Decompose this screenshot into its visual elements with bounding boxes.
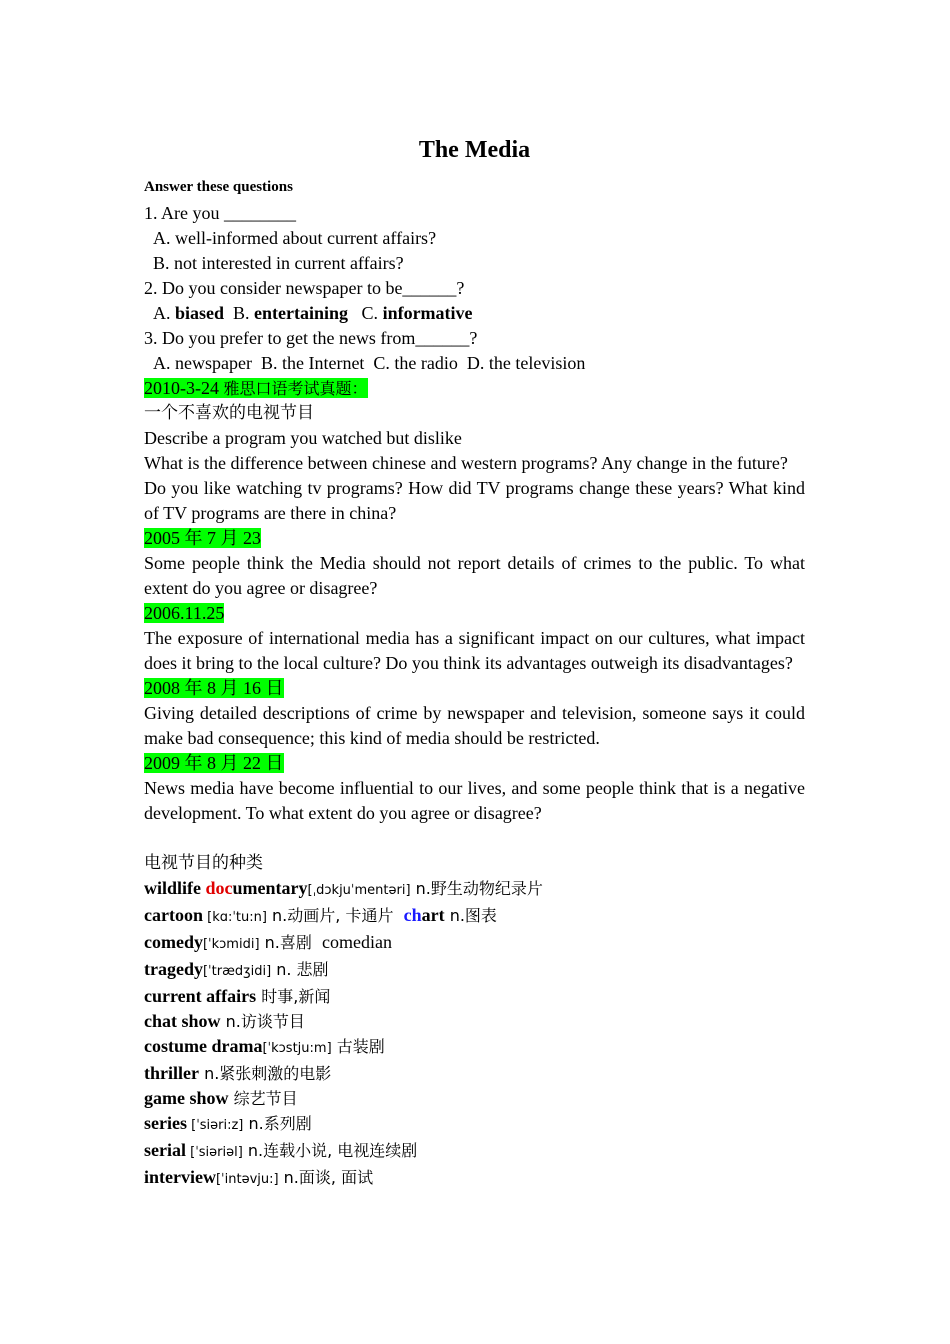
vocab-game-show: game show 综艺节目 — [144, 1088, 298, 1108]
question-1-option-a: A. well-informed about current affairs? — [153, 228, 437, 248]
document-body — [144, 133, 805, 1192]
prompt-international-media: The exposure of international media has a significant impact on our cultures, what impact does it bring to the local culture? Do you think its advantages outweigh its disadvantages? — [144, 628, 805, 673]
date-highlight: 2010-3-24 雅思口语考试真题： — [144, 378, 368, 398]
question-3: 3. Do you prefer to get the news from______? — [144, 328, 478, 348]
date-highlight: 2005 年 7 月 23 — [144, 528, 261, 548]
exam-date-2006 — [144, 601, 805, 626]
date-highlight: 2009 年 8 月 22 日 — [144, 753, 284, 773]
vocab-comedy: comedy[ˈkɔmidi] n.喜剧 comedian — [144, 932, 392, 952]
vocab-serial: serial [ˈsiəriəl] n.连载小说, 电视连续剧 — [144, 1140, 418, 1160]
vocab-series: series [ˈsiəri:z] n.系列剧 — [144, 1113, 312, 1133]
prompt-crime-report: Some people think the Media should not report details of crimes to the public. To what extent do you agree or disagree? — [144, 553, 805, 598]
spacer — [144, 826, 805, 851]
prompt-tv-programs: Do you like watching tv programs? How did TV programs change these years? What kind of TV programs are there in china? — [144, 478, 805, 523]
date-highlight: 2006.11.25 — [144, 603, 225, 623]
vocab-current-affairs: current affairs 时事,新闻 — [144, 986, 331, 1006]
option-biased: biased — [175, 303, 225, 323]
option-informative: informative — [382, 303, 473, 323]
question-1: 1. Are you ________ — [144, 203, 296, 223]
question-3-options: A. newspaper B. the Internet C. the radio D. the television — [153, 353, 586, 373]
question-1-option-b: B. not interested in current affairs? — [153, 253, 404, 273]
question-2-options: A. biased B. entertaining C. informative — [153, 303, 473, 323]
page-title: The Media — [418, 137, 531, 163]
vocab-wildlife-documentary: wildlife documentary[ˌdɔkjuˈmentəri] n.野生动物纪录片 — [144, 878, 543, 898]
vocab-chat-show: chat show n.访谈节目 — [144, 1011, 305, 1031]
date-highlight: 2008 年 8 月 16 日 — [144, 678, 284, 698]
question-2: 2. Do you consider newspaper to be______? — [144, 278, 465, 298]
prompt-crime-descriptions: Giving detailed descriptions of crime by newspaper and television, someone says it could make bad consequence; this kind of media should be restricted. — [144, 703, 805, 748]
exam-date-2009 — [144, 751, 805, 776]
section-subtitle: Answer these questions — [144, 179, 293, 195]
vocab-interview: interview[ˈintəvju:] n.面谈, 面试 — [144, 1167, 374, 1187]
prompt-describe: Describe a program you watched but dislike — [144, 428, 462, 448]
exam-date-2005 — [144, 526, 805, 551]
prompt-difference: What is the difference between chinese and western programs? Any change in the future? — [144, 453, 788, 473]
vocab-tragedy: tragedy[ˈtrædʒidi] n. 悲剧 — [144, 959, 329, 979]
vocab-thriller: thriller n.紧张刺激的电影 — [144, 1063, 332, 1083]
vocab-cartoon: cartoon [kɑ:ˈtu:n] n.动画片, 卡通片 chart n.图表 — [144, 905, 497, 925]
option-entertaining: entertaining — [254, 303, 349, 323]
vocab-costume-drama: costume drama[ˈkɔstju:m] 古装剧 — [144, 1036, 385, 1056]
exam-date-2008 — [144, 676, 805, 701]
prompt-news-media: News media have become influential to our lives, and some people think that is a negative development. To what extent do you agree or disagree? — [144, 778, 805, 823]
exam-date-2010 — [144, 376, 805, 401]
topic-chinese: 一个不喜欢的电视节目 — [144, 403, 314, 423]
vocab-heading: 电视节目的种类 — [144, 853, 263, 873]
